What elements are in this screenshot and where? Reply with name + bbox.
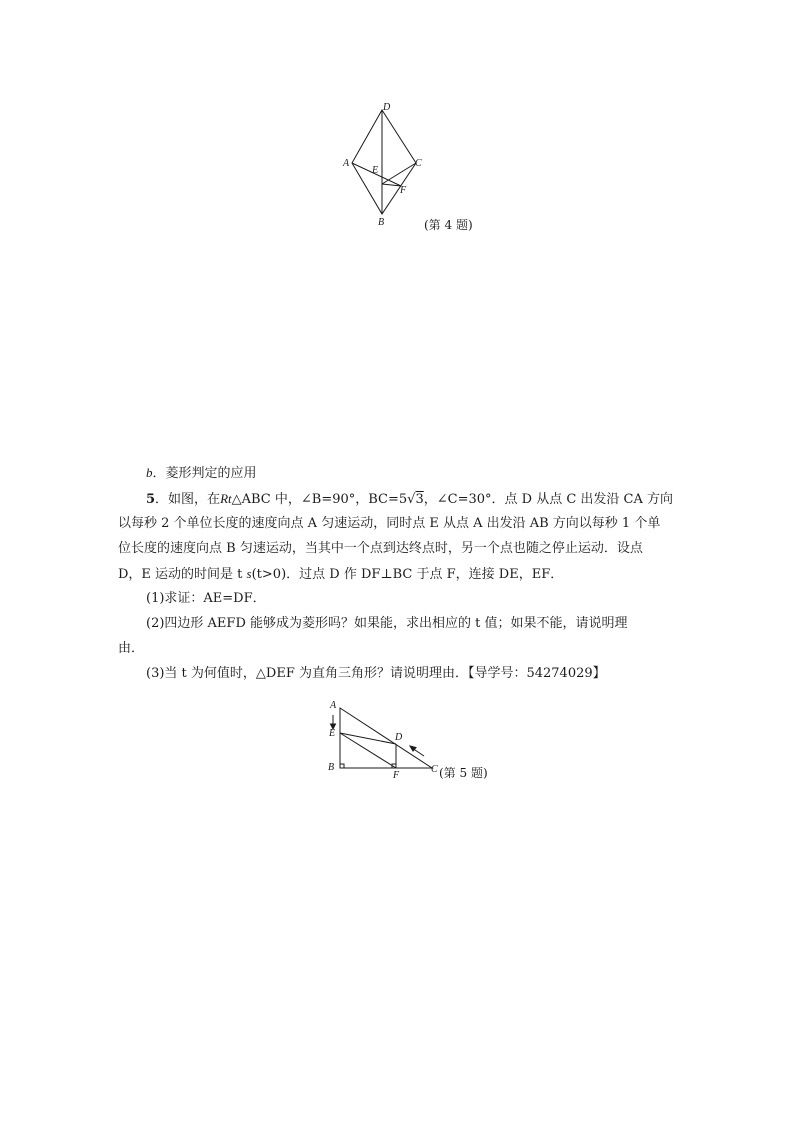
- fig5-label-c: C: [431, 764, 438, 775]
- fig5-label-a: A: [330, 700, 337, 711]
- question-2-continuation: 由．: [118, 641, 145, 656]
- question-1: (1)求证：AE=DF．: [146, 591, 266, 606]
- question-2: (2)四边形 AEFD 能够成为菱形吗？如果能，求出相应的 t 值；如果不能，请说明理: [146, 616, 628, 631]
- right-angle-mark-b: [340, 764, 344, 768]
- fig4-label-b: B: [378, 217, 385, 228]
- problem-5-line-4: [118, 561, 563, 587]
- section-prefix: b: [146, 465, 153, 480]
- rhombus-outline: [352, 110, 416, 214]
- figure-5-caption: (第 5 题): [439, 766, 488, 780]
- fig4-label-e: E: [372, 165, 379, 176]
- fig4-label-d: D: [383, 102, 391, 113]
- problem-text: ．如图，在: [155, 492, 221, 507]
- rt-symbol: Rt: [220, 491, 232, 506]
- fig5-label-f: F: [393, 770, 400, 781]
- fig5-label-d: D: [395, 732, 403, 743]
- problem-text: D，E 运动的时间是 t: [118, 567, 243, 582]
- seconds-unit: s: [246, 566, 252, 581]
- problem-5-line-1: [146, 486, 673, 512]
- question-3: (3)当 t 为何值时，△DEF 为直角三角形？请说明理由．【导学号：54274029】: [146, 666, 606, 681]
- section-heading: [146, 460, 257, 486]
- fig5-label-e: E: [329, 728, 336, 739]
- sqrt-radicand: 3: [415, 492, 424, 507]
- sqrt-symbol: √3: [407, 492, 424, 507]
- fig4-label-a: A: [343, 158, 350, 169]
- problem-5-line-3: 位长度的速度向点 B 匀速运动，当其中一个点到达终点时，另一个点也随之停止运动．设点: [118, 541, 643, 556]
- triangle-abc: [340, 708, 432, 768]
- problem-text: (t>0)．过点 D 作 DF⊥BC 于点 F，连接 DE，EF．: [251, 567, 564, 582]
- problem-5-line-2: 以每秒 2 个单位长度的速度向点 A 匀速运动，同时点 E 从点 A 出发沿 AB 方向以每秒 1 个单: [118, 516, 661, 531]
- problem-text: △ABC 中，∠B=90°，BC=5: [231, 492, 408, 507]
- fig5-label-b: B: [328, 762, 335, 773]
- segment-ec: [382, 163, 416, 184]
- problem-text: ，∠C=30°．点 D 从点 C 出发沿 CA 方向: [423, 492, 674, 507]
- problem-number: 5: [146, 492, 156, 507]
- fig4-label-f: F: [400, 185, 407, 196]
- figure-4-caption: (第 4 题): [424, 218, 473, 232]
- section-title: ．菱形判定的应用: [152, 466, 257, 481]
- fig4-label-c: C: [415, 158, 422, 169]
